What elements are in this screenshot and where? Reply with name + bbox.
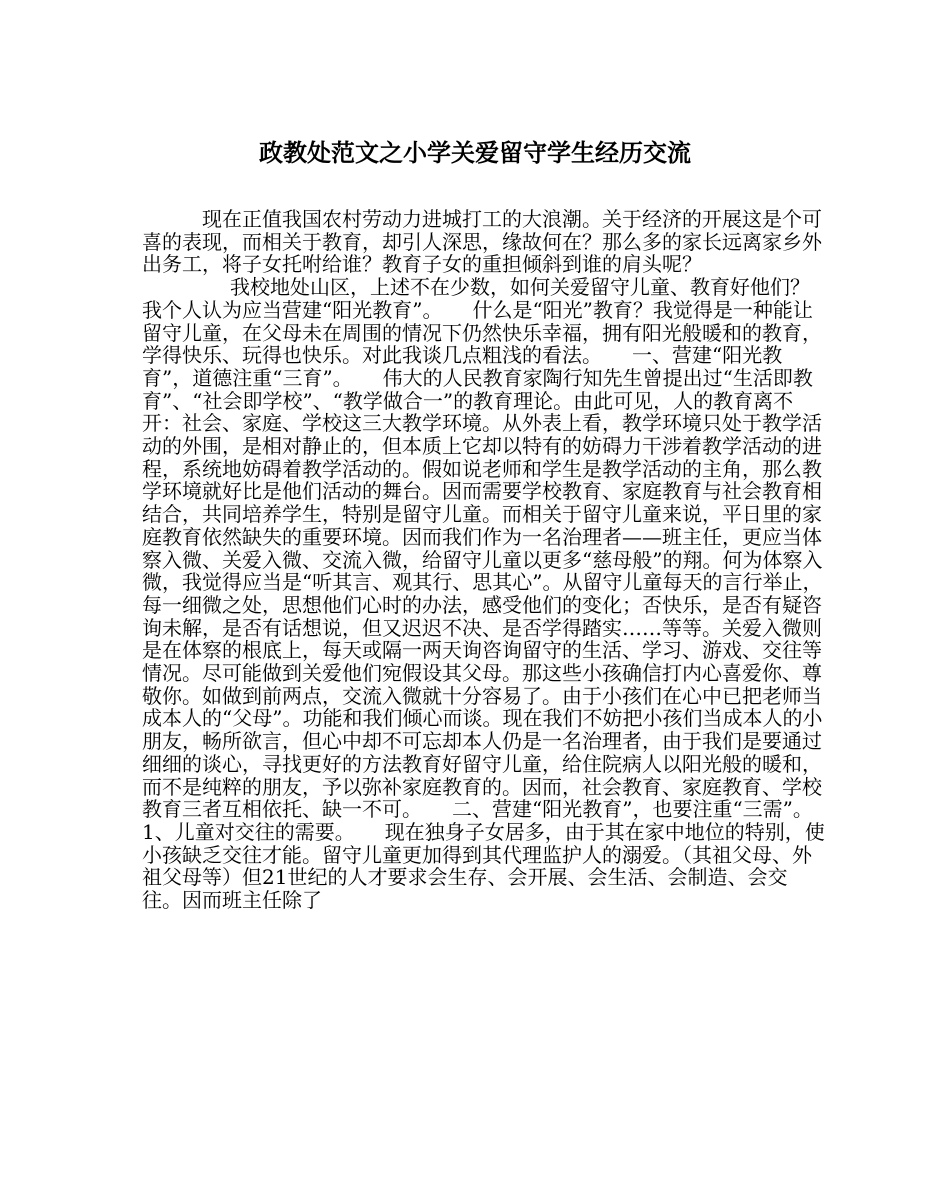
paragraph-2: 我校地处山区，上述不在少数，如何关爱留守儿童、教育好他们？我个人认为应当营建“阳光教育”。 什么是“阳光”教育？我觉得是一种能让留守儿童，在父母未在周围的情况下仍然快乐幸福，拥有阳光般暖和的教育，学得快乐、玩得也快乐。对此我谈几点粗浅的看法。 一、营建“阳光教育”，道德注重“三育”。 伟大的人民教育家陶行知先生曾提出过“生活即教育”、“社会即学校”、“教学做合一”的教育理论。由此可见，人的教育离不开：社会、家庭、学校这三大教学环境。从外表上看，教学环境只处于教学活动的外围，是相对静止的，但本质上它却以特有的妨碍力干涉着教学活动的进程，系统地妨碍着教学活动的。假如说老师和学生是教学活动的主角，那么教学环境就好比是他们活动的舞台。因而需要学校教育、家庭教育与社会教育相结合，共同培养学生，特别是留守儿童。而相关于留守儿童来说，平日里的家庭教育依然缺失的重要环境。因而我们作为一名治理者——班主任，更应当体察入微、关爱入微、交流入微，给留守儿童以更多“慈母般”的翔。何为体察入微，我觉得应当是“听其言、观其行、思其心”。从留守儿童每天的言行举止，每一细微之处，思想他们心时的办法，感受他们的变化；否快乐，是否有疑咨询未解，是否有话想说，但又迟迟不决、是否学得踏实……等等。关爱入微则是在体察的根底上，每天或隔一两天询咨询留守的生活、学习、游戏、交往等情况。尽可能做到关爱他们宛假设其父母。那这些小孩确信打内心喜爱你、尊敬你。如做到前两点，交流入微就十分容易了。由于小孩们在心中已把老师当成本人的“父母”。功能和我们倾心而谈。现在我们不妨把小孩们当成本人的小朋友，畅所欲言，但心中却不可忘却本人仍是一名治理者，由于我们是要通过细细的谈心，寻找更好的方法教育好留守儿童，给住院病人以阳光般的暖和，而不是纯粹的朋友，予以弥补家庭教育的。因而，社会教育、家庭教育、学校教育三者互相依托、缺一不可。 二、营建“阳光教育”，也要注重“三需”。 1、儿童对交往的需要。 现在独身子女居多，由于其在家中地位的特别，使小孩缺乏交往才能。留守儿童更加得到其代理监护人的溺爱。（其祖父母、外祖父母等）但21世纪的人才要求会生存、会开展、会生活、会制造、会交往。因而班主任除了 xyxy=(142,275,843,913)
document-body xyxy=(142,207,843,913)
paragraph-1: 现在正值我国农村劳动力进城打工的大浪潮。关于经济的开展这是个可喜的表现，而相关于教育，却引人深思，缘故何在？那么多的家长远离家乡外出务工，将子女托咐给谁？教育子女的重担倾斜到谁的肩头呢？ xyxy=(142,207,822,277)
document-title: 政教处范文之小学关爱留守学生经历交流 xyxy=(259,138,691,167)
